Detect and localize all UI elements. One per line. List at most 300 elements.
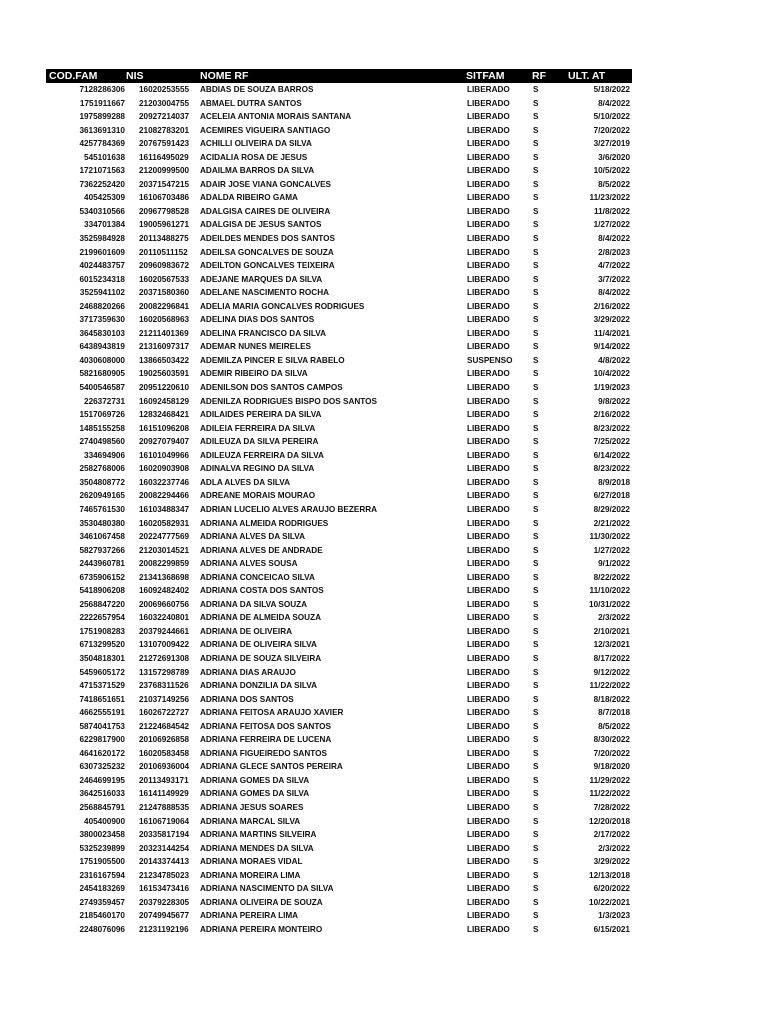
table-row bbox=[46, 828, 632, 842]
cell-ult-at: 8/5/2022 bbox=[598, 721, 630, 731]
cell-nis: 20960983672 bbox=[139, 261, 190, 271]
cell-rf: S bbox=[533, 735, 539, 745]
table-row bbox=[46, 557, 632, 571]
table-row bbox=[46, 422, 632, 436]
cell-cod-fam: 5827937266 bbox=[79, 545, 125, 555]
table-row bbox=[46, 760, 632, 774]
cell-rf: S bbox=[533, 450, 539, 460]
cell-nis: 21082783201 bbox=[139, 125, 190, 135]
cell-sitfam: LIBERADO bbox=[467, 423, 510, 433]
cell-ult-at: 8/9/2018 bbox=[598, 477, 630, 487]
table-row bbox=[46, 191, 632, 205]
cell-cod-fam: 2749359457 bbox=[79, 897, 125, 907]
cell-ult-at: 3/29/2022 bbox=[593, 857, 630, 867]
cell-rf: S bbox=[533, 369, 539, 379]
cell-nome-rf: ADRIANA DE OLIVEIRA SILVA bbox=[200, 640, 317, 650]
cell-ult-at: 2/3/2022 bbox=[598, 843, 630, 853]
cell-nome-rf: ADRIANA GOMES DA SILVA bbox=[200, 775, 310, 785]
cell-nis: 21247888535 bbox=[139, 802, 190, 812]
cell-nome-rf: ADELIA MARIA GONCALVES RODRIGUES bbox=[200, 301, 365, 311]
cell-cod-fam: 405425309 bbox=[84, 193, 125, 203]
cell-cod-fam: 545101638 bbox=[84, 152, 125, 162]
cell-rf: S bbox=[533, 816, 539, 826]
table-row bbox=[46, 598, 632, 612]
cell-ult-at: 2/8/2023 bbox=[598, 247, 630, 257]
col-header-nome-rf: NOME RF bbox=[200, 70, 249, 82]
cell-sitfam: LIBERADO bbox=[467, 464, 510, 474]
cell-rf: S bbox=[533, 193, 539, 203]
table-row bbox=[46, 679, 632, 693]
table-row bbox=[46, 83, 632, 97]
table-row bbox=[46, 801, 632, 815]
cell-nome-rf: ADLA ALVES DA SILVA bbox=[200, 477, 291, 487]
table-row bbox=[46, 815, 632, 829]
cell-cod-fam: 6713299520 bbox=[79, 640, 125, 650]
cell-rf: S bbox=[533, 491, 539, 501]
cell-sitfam: LIBERADO bbox=[467, 261, 510, 271]
cell-nis: 19025603591 bbox=[139, 369, 190, 379]
cell-nome-rf: ADINALVA REGINO DA SILVA bbox=[200, 464, 315, 474]
cell-ult-at: 11/8/2022 bbox=[594, 206, 630, 216]
cell-sitfam: LIBERADO bbox=[467, 112, 510, 122]
cell-nis: 21200999500 bbox=[139, 166, 190, 176]
cell-cod-fam: 2568845791 bbox=[79, 802, 125, 812]
cell-rf: S bbox=[533, 152, 539, 162]
cell-ult-at: 8/4/2022 bbox=[598, 234, 630, 244]
cell-cod-fam: 2568847220 bbox=[79, 599, 125, 609]
cell-nis: 16092458129 bbox=[139, 396, 190, 406]
cell-cod-fam: 1517069726 bbox=[79, 410, 125, 420]
cell-rf: S bbox=[533, 288, 539, 298]
cell-nis: 20069660756 bbox=[139, 599, 190, 609]
cell-nis: 16151096208 bbox=[139, 423, 190, 433]
cell-nome-rf: ADILAIDES PEREIRA DA SILVA bbox=[200, 410, 322, 420]
cell-ult-at: 7/20/2022 bbox=[593, 125, 630, 135]
cell-rf: S bbox=[533, 112, 539, 122]
cell-cod-fam: 5400546587 bbox=[79, 383, 125, 393]
cell-nome-rf: ADRIANA FEITOSA DOS SANTOS bbox=[200, 721, 332, 731]
cell-nome-rf: ADRIANA FIGUEIREDO SANTOS bbox=[200, 748, 327, 758]
cell-nome-rf: ADRIANA COSTA DOS SANTOS bbox=[200, 586, 324, 596]
table-row bbox=[46, 313, 632, 327]
cell-sitfam: LIBERADO bbox=[467, 98, 510, 108]
cell-ult-at: 6/20/2022 bbox=[593, 884, 630, 894]
cell-rf: S bbox=[533, 572, 539, 582]
cell-nis: 20224777569 bbox=[139, 532, 190, 542]
cell-nome-rf: ADRIANA ALVES SOUSA bbox=[200, 559, 298, 569]
cell-ult-at: 1/27/2022 bbox=[593, 545, 630, 555]
cell-nome-rf: ADRIANA ALVES DE ANDRADE bbox=[200, 545, 323, 555]
cell-sitfam: LIBERADO bbox=[467, 748, 510, 758]
cell-nome-rf: ADRIANA MENDES DA SILVA bbox=[200, 843, 314, 853]
cell-nis: 16020568963 bbox=[139, 315, 190, 325]
cell-ult-at: 1/27/2022 bbox=[593, 220, 630, 230]
cell-cod-fam: 6229817900 bbox=[79, 735, 125, 745]
cell-rf: S bbox=[533, 315, 539, 325]
cell-nome-rf: ADELINA FRANCISCO DA SILVA bbox=[200, 328, 326, 338]
cell-nis: 16092482402 bbox=[139, 586, 190, 596]
cell-rf: S bbox=[533, 802, 539, 812]
table-row bbox=[46, 110, 632, 124]
cell-rf: S bbox=[533, 545, 539, 555]
cell-ult-at: 5/10/2022 bbox=[593, 112, 630, 122]
table-row bbox=[46, 638, 632, 652]
cell-nome-rf: ABMAEL DUTRA SANTOS bbox=[200, 98, 302, 108]
cell-nome-rf: ADRIANA CONCEICAO SILVA bbox=[200, 572, 315, 582]
cell-cod-fam: 6307325232 bbox=[79, 762, 125, 772]
table-row bbox=[46, 693, 632, 707]
cell-nis: 16032240801 bbox=[139, 613, 190, 623]
cell-ult-at: 7/28/2022 bbox=[593, 802, 630, 812]
cell-nis: 21224684542 bbox=[139, 721, 190, 731]
cell-rf: S bbox=[533, 559, 539, 569]
cell-ult-at: 11/22/2022 bbox=[589, 789, 630, 799]
cell-nome-rf: ADRIANA MOREIRA LIMA bbox=[200, 870, 301, 880]
cell-rf: S bbox=[533, 504, 539, 514]
cell-cod-fam: 4030608000 bbox=[79, 355, 125, 365]
cell-rf: S bbox=[533, 234, 539, 244]
cell-cod-fam: 3613691310 bbox=[79, 125, 125, 135]
cell-nome-rf: ADRIANA DE SOUZA SILVEIRA bbox=[200, 653, 322, 663]
cell-sitfam: LIBERADO bbox=[467, 586, 510, 596]
cell-sitfam: LIBERADO bbox=[467, 247, 510, 257]
cell-cod-fam: 6015234318 bbox=[79, 274, 125, 284]
cell-cod-fam: 2222657954 bbox=[79, 613, 125, 623]
cell-ult-at: 6/14/2022 bbox=[593, 450, 630, 460]
cell-rf: S bbox=[533, 775, 539, 785]
cell-nis: 13107009422 bbox=[139, 640, 190, 650]
cell-nome-rf: ADEMIR RIBEIRO DA SILVA bbox=[200, 369, 308, 379]
cell-cod-fam: 1485155258 bbox=[79, 423, 125, 433]
cell-cod-fam: 2454183269 bbox=[79, 884, 125, 894]
cell-nome-rf: ADELANE NASCIMENTO ROCHA bbox=[200, 288, 330, 298]
cell-ult-at: 11/29/2022 bbox=[589, 775, 630, 785]
cell-nis: 20379228305 bbox=[139, 897, 190, 907]
cell-rf: S bbox=[533, 139, 539, 149]
cell-rf: S bbox=[533, 857, 539, 867]
cell-sitfam: LIBERADO bbox=[467, 613, 510, 623]
table-row bbox=[46, 273, 632, 287]
cell-ult-at: 2/3/2022 bbox=[598, 613, 630, 623]
cell-nome-rf: ADELINA DIAS DOS SANTOS bbox=[200, 315, 315, 325]
cell-rf: S bbox=[533, 532, 539, 542]
cell-ult-at: 9/12/2022 bbox=[593, 667, 630, 677]
cell-sitfam: LIBERADO bbox=[467, 897, 510, 907]
cell-ult-at: 8/29/2022 bbox=[593, 504, 630, 514]
cell-ult-at: 6/15/2021 bbox=[593, 924, 630, 934]
cell-rf: S bbox=[533, 762, 539, 772]
cell-ult-at: 12/3/2021 bbox=[593, 640, 630, 650]
cell-cod-fam: 3504808772 bbox=[79, 477, 125, 487]
table-row bbox=[46, 327, 632, 341]
cell-ult-at: 10/4/2022 bbox=[593, 369, 630, 379]
cell-rf: S bbox=[533, 586, 539, 596]
cell-cod-fam: 3525941102 bbox=[79, 288, 125, 298]
cell-nis: 20767591423 bbox=[139, 139, 190, 149]
cell-cod-fam: 1721071563 bbox=[79, 166, 125, 176]
cell-cod-fam: 3717359630 bbox=[79, 315, 125, 325]
cell-sitfam: LIBERADO bbox=[467, 762, 510, 772]
cell-cod-fam: 7362252420 bbox=[79, 179, 125, 189]
cell-rf: S bbox=[533, 748, 539, 758]
cell-nome-rf: ADRIANA MORAES VIDAL bbox=[200, 857, 303, 867]
cell-nome-rf: ADRIANA MARCAL SILVA bbox=[200, 816, 301, 826]
cell-rf: S bbox=[533, 166, 539, 176]
cell-nis: 21203014521 bbox=[139, 545, 190, 555]
cell-ult-at: 11/30/2022 bbox=[589, 532, 630, 542]
cell-cod-fam: 2443960781 bbox=[79, 559, 125, 569]
cell-rf: S bbox=[533, 667, 539, 677]
cell-sitfam: LIBERADO bbox=[467, 572, 510, 582]
cell-ult-at: 9/8/2022 bbox=[598, 396, 630, 406]
cell-ult-at: 8/5/2022 bbox=[598, 179, 630, 189]
cell-rf: S bbox=[533, 924, 539, 934]
cell-sitfam: LIBERADO bbox=[467, 301, 510, 311]
cell-sitfam: LIBERADO bbox=[467, 179, 510, 189]
cell-sitfam: LIBERADO bbox=[467, 626, 510, 636]
cell-sitfam: LIBERADO bbox=[467, 911, 510, 921]
cell-ult-at: 8/30/2022 bbox=[593, 735, 630, 745]
cell-rf: S bbox=[533, 613, 539, 623]
cell-ult-at: 8/22/2022 bbox=[593, 572, 630, 582]
cell-rf: S bbox=[533, 843, 539, 853]
cell-ult-at: 1/19/2023 bbox=[593, 383, 630, 393]
cell-nome-rf: ADEMILZA PINCER E SILVA RABELO bbox=[200, 355, 345, 365]
cell-ult-at: 5/18/2022 bbox=[593, 85, 630, 94]
cell-cod-fam: 4662555191 bbox=[79, 708, 125, 718]
cell-sitfam: LIBERADO bbox=[467, 315, 510, 325]
cell-sitfam: LIBERADO bbox=[467, 708, 510, 718]
cell-sitfam: LIBERADO bbox=[467, 559, 510, 569]
cell-nome-rf: ADRIANA DIAS ARAUJO bbox=[200, 667, 296, 677]
cell-nome-rf: ADRIAN LUCELIO ALVES ARAUJO BEZERRA bbox=[200, 504, 378, 514]
cell-sitfam: LIBERADO bbox=[467, 775, 510, 785]
cell-sitfam: LIBERADO bbox=[467, 681, 510, 691]
cell-nome-rf: ADRIANA DE ALMEIDA SOUZA bbox=[200, 613, 321, 623]
cell-nome-rf: ADEILSA GONCALVES DE SOUZA bbox=[200, 247, 334, 257]
cell-sitfam: LIBERADO bbox=[467, 437, 510, 447]
cell-nis: 21341368698 bbox=[139, 572, 190, 582]
cell-cod-fam: 2582768006 bbox=[79, 464, 125, 474]
cell-nis: 21316097317 bbox=[139, 342, 190, 352]
cell-rf: S bbox=[533, 396, 539, 406]
cell-nis: 20082294466 bbox=[139, 491, 190, 501]
cell-nis: 20927079407 bbox=[139, 437, 190, 447]
cell-rf: S bbox=[533, 870, 539, 880]
cell-cod-fam: 7418651651 bbox=[79, 694, 125, 704]
cell-cod-fam: 3645830103 bbox=[79, 328, 125, 338]
cell-ult-at: 10/31/2022 bbox=[589, 599, 630, 609]
cell-cod-fam: 2248076096 bbox=[79, 924, 125, 934]
table-row bbox=[46, 571, 632, 585]
table-row bbox=[46, 733, 632, 747]
cell-nome-rf: ADRIANA MARTINS SILVEIRA bbox=[200, 830, 317, 840]
cell-cod-fam: 4257784369 bbox=[79, 139, 125, 149]
cell-cod-fam: 1751911667 bbox=[79, 98, 125, 108]
cell-sitfam: LIBERADO bbox=[467, 193, 510, 203]
cell-cod-fam: 1975899288 bbox=[79, 112, 125, 122]
cell-ult-at: 6/27/2018 bbox=[593, 491, 630, 501]
table-row bbox=[46, 923, 632, 937]
cell-cod-fam: 2199601609 bbox=[79, 247, 125, 257]
cell-sitfam: LIBERADO bbox=[467, 396, 510, 406]
cell-ult-at: 10/22/2021 bbox=[589, 897, 630, 907]
cell-cod-fam: 2620949165 bbox=[79, 491, 125, 501]
table-row bbox=[46, 774, 632, 788]
cell-rf: S bbox=[533, 911, 539, 921]
table-row bbox=[46, 544, 632, 558]
cell-nis: 13157298789 bbox=[139, 667, 190, 677]
cell-nome-rf: ADRIANA DONZILIA DA SILVA bbox=[200, 681, 318, 691]
cell-sitfam: LIBERADO bbox=[467, 802, 510, 812]
cell-rf: S bbox=[533, 342, 539, 352]
cell-rf: S bbox=[533, 220, 539, 230]
cell-sitfam: LIBERADO bbox=[467, 220, 510, 230]
cell-rf: S bbox=[533, 437, 539, 447]
table-row bbox=[46, 435, 632, 449]
cell-nome-rf: ADILEUZA FERREIRA DA SILVA bbox=[200, 450, 324, 460]
cell-ult-at: 9/18/2020 bbox=[593, 762, 630, 772]
spreadsheet-table bbox=[46, 69, 632, 936]
table-row bbox=[46, 354, 632, 368]
table-row bbox=[46, 611, 632, 625]
cell-nis: 20082296841 bbox=[139, 301, 190, 311]
cell-cod-fam: 6438943819 bbox=[79, 342, 125, 352]
cell-nis: 21234785023 bbox=[139, 870, 190, 880]
cell-nis: 13866503422 bbox=[139, 355, 190, 365]
cell-sitfam: LIBERADO bbox=[467, 152, 510, 162]
cell-rf: S bbox=[533, 355, 539, 365]
table-row bbox=[46, 869, 632, 883]
cell-ult-at: 4/7/2022 bbox=[598, 261, 630, 271]
cell-rf: S bbox=[533, 301, 539, 311]
cell-nome-rf: ADRIANA DOS SANTOS bbox=[200, 694, 294, 704]
cell-ult-at: 8/4/2022 bbox=[598, 98, 630, 108]
cell-ult-at: 8/7/2018 bbox=[598, 708, 630, 718]
table-row bbox=[46, 137, 632, 151]
cell-rf: S bbox=[533, 694, 539, 704]
cell-rf: S bbox=[533, 410, 539, 420]
cell-nis: 19005961271 bbox=[139, 220, 190, 230]
table-row bbox=[46, 218, 632, 232]
table-row bbox=[46, 381, 632, 395]
cell-rf: S bbox=[533, 830, 539, 840]
cell-nis: 20113488275 bbox=[139, 234, 189, 244]
cell-rf: S bbox=[533, 206, 539, 216]
table-row bbox=[46, 232, 632, 246]
cell-rf: S bbox=[533, 884, 539, 894]
table-row bbox=[46, 625, 632, 639]
table-row bbox=[46, 164, 632, 178]
cell-nis: 20335817194 bbox=[139, 830, 190, 840]
cell-cod-fam: 2468820266 bbox=[79, 301, 125, 311]
cell-cod-fam: 4024483757 bbox=[79, 261, 125, 271]
cell-cod-fam: 6735906152 bbox=[79, 572, 125, 582]
table-row bbox=[46, 259, 632, 273]
table-row bbox=[46, 151, 632, 165]
cell-nome-rf: ADEILTON GONCALVES TEIXEIRA bbox=[200, 261, 335, 271]
cell-sitfam: LIBERADO bbox=[467, 870, 510, 880]
cell-sitfam: LIBERADO bbox=[467, 139, 510, 149]
cell-nome-rf: ADRIANA FEITOSA ARAUJO XAVIER bbox=[200, 708, 344, 718]
table-row bbox=[46, 882, 632, 896]
cell-cod-fam: 5459605172 bbox=[79, 667, 125, 677]
cell-nome-rf: ADEMAR NUNES MEIRELES bbox=[200, 342, 311, 352]
col-header-sitfam: SITFAM bbox=[466, 70, 505, 82]
cell-sitfam: LIBERADO bbox=[467, 843, 510, 853]
cell-cod-fam: 334694906 bbox=[84, 450, 125, 460]
cell-rf: S bbox=[533, 518, 539, 528]
table-row bbox=[46, 178, 632, 192]
cell-cod-fam: 5821680905 bbox=[79, 369, 125, 379]
cell-nis: 16106703486 bbox=[139, 193, 190, 203]
cell-nis: 16153473416 bbox=[139, 884, 190, 894]
cell-sitfam: LIBERADO bbox=[467, 450, 510, 460]
cell-nis: 21203004755 bbox=[139, 98, 190, 108]
table-row bbox=[46, 842, 632, 856]
cell-sitfam: LIBERADO bbox=[467, 369, 510, 379]
cell-nis: 16020903908 bbox=[139, 464, 190, 474]
cell-nis: 16103488347 bbox=[139, 504, 190, 514]
table-row bbox=[46, 124, 632, 138]
cell-rf: S bbox=[533, 98, 539, 108]
table-row bbox=[46, 300, 632, 314]
cell-sitfam: LIBERADO bbox=[467, 328, 510, 338]
table-row bbox=[46, 517, 632, 531]
cell-rf: S bbox=[533, 247, 539, 257]
cell-ult-at: 7/25/2022 bbox=[593, 437, 630, 447]
cell-ult-at: 8/23/2022 bbox=[593, 423, 630, 433]
cell-cod-fam: 2316167594 bbox=[79, 870, 125, 880]
cell-sitfam: LIBERADO bbox=[467, 504, 510, 514]
cell-cod-fam: 334701384 bbox=[84, 220, 125, 230]
cell-rf: S bbox=[533, 477, 539, 487]
cell-nome-rf: ADRIANA ALMEIDA RODRIGUES bbox=[200, 518, 329, 528]
cell-ult-at: 2/10/2021 bbox=[593, 626, 630, 636]
cell-nis: 20106936004 bbox=[139, 762, 190, 772]
cell-nis: 21231192196 bbox=[139, 924, 189, 934]
cell-sitfam: LIBERADO bbox=[467, 234, 510, 244]
cell-sitfam: LIBERADO bbox=[467, 288, 510, 298]
cell-cod-fam: 5325239899 bbox=[79, 843, 125, 853]
cell-nis: 20749945677 bbox=[139, 911, 190, 921]
cell-nome-rf: ADRIANA FERREIRA DE LUCENA bbox=[200, 735, 332, 745]
cell-cod-fam: 3504818301 bbox=[79, 653, 125, 663]
cell-nis: 20143374413 bbox=[139, 857, 190, 867]
cell-rf: S bbox=[533, 721, 539, 731]
cell-nome-rf: ADRIANA NASCIMENTO DA SILVA bbox=[200, 884, 334, 894]
cell-nome-rf: ADRIANA GLECE SANTOS PEREIRA bbox=[200, 762, 343, 772]
cell-nome-rf: ADRIANA PEREIRA MONTEIRO bbox=[200, 924, 323, 934]
cell-ult-at: 3/6/2020 bbox=[598, 152, 630, 162]
cell-sitfam: LIBERADO bbox=[467, 532, 510, 542]
cell-ult-at: 11/23/2022 bbox=[589, 193, 630, 203]
table-row bbox=[46, 855, 632, 869]
cell-nis: 20927214037 bbox=[139, 112, 190, 122]
col-header-cod-fam: COD.FAM bbox=[49, 70, 98, 82]
cell-sitfam: LIBERADO bbox=[467, 545, 510, 555]
cell-nis: 20110511152 bbox=[139, 247, 188, 257]
cell-cod-fam: 7465761530 bbox=[79, 504, 125, 514]
cell-nome-rf: ADRIANA ALVES DA SILVA bbox=[200, 532, 306, 542]
cell-sitfam: LIBERADO bbox=[467, 830, 510, 840]
cell-nome-rf: ADALDA RIBEIRO GAMA bbox=[200, 193, 298, 203]
cell-nis: 21037149256 bbox=[139, 694, 190, 704]
cell-sitfam: LIBERADO bbox=[467, 410, 510, 420]
cell-sitfam: LIBERADO bbox=[467, 599, 510, 609]
cell-rf: S bbox=[533, 261, 539, 271]
cell-rf: S bbox=[533, 179, 539, 189]
